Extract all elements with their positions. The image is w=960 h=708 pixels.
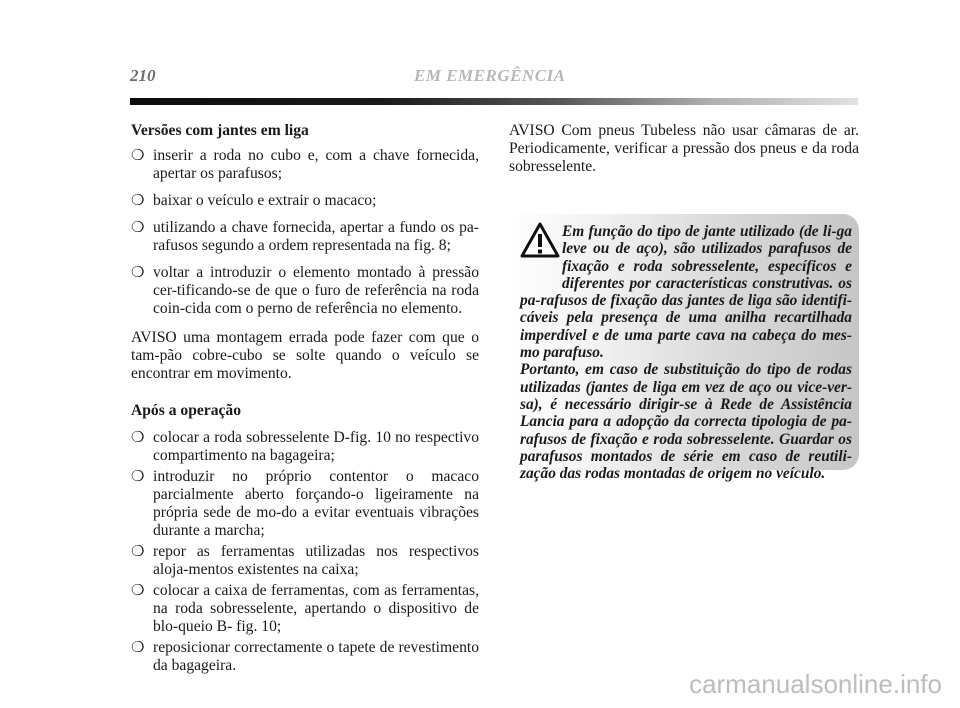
list-item: ❍ baixar o veículo e extrair o macaco; <box>131 192 377 209</box>
list-item: ❍ voltar a introduzir o elemento montado à pressão cer-tificando-se de que o furo de referência na roda coin-cida com o perno de referência no elemento. <box>131 264 479 317</box>
left-column <box>131 122 479 675</box>
warning-box <box>509 214 859 483</box>
alloy-wheel-steps-list <box>131 147 479 318</box>
list-item: ❍ colocar a roda sobresselente D-fig. 10 no respectivo compartimento na bagageira; <box>131 429 479 464</box>
header-divider <box>130 98 858 105</box>
tubeless-tyre-notice: AVISO Com pneus Tubeless não usar câmaras de ar. Periodicamente, verificar a pressão dos pneus e da roda sobresselente. <box>509 122 859 175</box>
warning-paragraph-1: Em função do tipo de jante utilizado (de li-ga leve ou de aço), são utilizados parafusos de fixação e roda sobresselente, específicos e diferentes por características construtivas. os pa-rafusos de fixação das jantes de liga são identifi-cáveis pela presença de uma anilha recartilhada imperdível e de uma parte cava na cabeça do mes-mo parafuso. <box>520 223 852 362</box>
bullet-circle-icon: ❍ <box>131 220 145 236</box>
bullet-circle-icon: ❍ <box>131 544 145 560</box>
list-item: ❍ introduzir no próprio contentor o macaco parcialmente aberto forçando-o ligeiramente na própria sede de mo-do a evitar eventuais vibrações durante a marcha; <box>131 468 479 539</box>
right-column <box>509 122 859 176</box>
warning-paragraph-2: Portanto, em caso de substituição do tipo de rodas utilizadas (jantes de liga em vez de aço ou vice-ver-sa), é necessário dirigir-se à Rede de Assistência Lancia para a adopção da correcta tipologia de pa-rafusos de fixação e roda sobresselente. Guardar os parafusos montados de série em caso de reutili-zação das rodas montadas de origem no veículo. <box>520 361 852 483</box>
bullet-circle-icon: ❍ <box>131 583 145 599</box>
after-operation-steps-list <box>131 429 479 675</box>
warning-text <box>520 223 852 482</box>
bullet-circle-icon: ❍ <box>131 265 145 281</box>
bullet-circle-icon: ❍ <box>131 430 145 446</box>
page-number: 210 <box>130 66 156 85</box>
list-item: ❍ repor as ferramentas utilizadas nos respectivos aloja-mentos existentes na caixa; <box>131 543 479 578</box>
list-item: ❍ inserir a roda no cubo e, com a chave fornecida, apertar os parafusos; <box>131 147 479 182</box>
bullet-circle-icon: ❍ <box>131 148 145 164</box>
chapter-title: EM EMERGÊNCIA <box>414 66 566 85</box>
section-heading-after-operation: Após a operação <box>131 402 242 419</box>
bullet-circle-icon: ❍ <box>131 640 145 656</box>
bullet-circle-icon: ❍ <box>131 193 145 209</box>
bullet-circle-icon: ❍ <box>131 469 145 485</box>
list-item: ❍ colocar a caixa de ferramentas, com as ferramentas, na roda sobresselente, apertando o dispositivo de blo-queio B- fig. 10; <box>131 582 479 635</box>
list-item: ❍ utilizando a chave fornecida, apertar a fundo os pa-rafusos segundo a ordem representada na fig. 8; <box>131 219 479 254</box>
watermark: carmanualsonline.info <box>689 669 942 699</box>
list-item: ❍ reposicionar correctamente o tapete de revestimento da bagageira. <box>131 639 479 674</box>
section-heading-alloy-wheels: Versões com jantes em liga <box>131 122 309 139</box>
hubcap-warning-paragraph: AVISO uma montagem errada pode fazer com que o tam-pão cobre-cubo se solte quando o veículo se encontrar em movimento. <box>131 329 479 382</box>
